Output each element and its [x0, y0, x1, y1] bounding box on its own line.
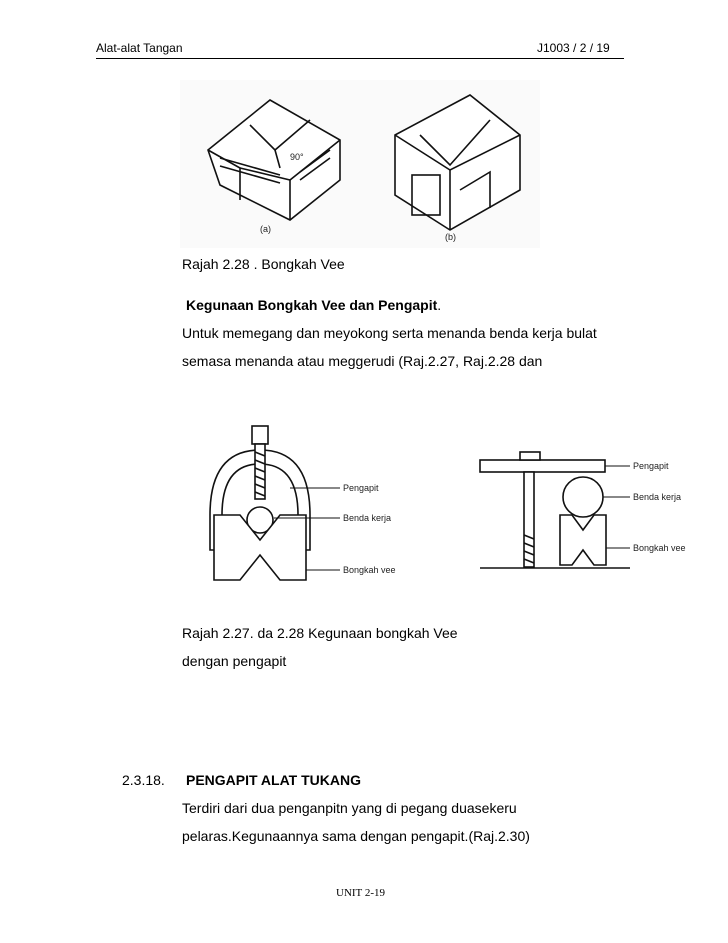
header-title: Alat-alat Tangan	[96, 41, 183, 55]
figure1-caption: Rajah 2.28 . Bongkah Vee	[182, 256, 345, 272]
clamp-figure-right	[480, 440, 700, 590]
section-use-line-2: semasa menanda atau meggerudi (Raj.2.27, Raj.2.28 dan	[182, 353, 543, 369]
left-label-pengapit: Pengapit	[343, 483, 379, 493]
right-label-pengapit: Pengapit	[633, 461, 669, 471]
section-use-heading-period: .	[437, 297, 442, 313]
section-use-heading-text: Kegunaan Bongkah Vee dan Pengapit	[186, 297, 438, 313]
label-b: (b)	[445, 232, 456, 242]
left-label-bongkah-vee: Bongkah vee	[343, 565, 396, 575]
header-divider	[96, 58, 624, 59]
header-reference: J1003 / 2 / 19	[537, 41, 610, 55]
section-use-heading	[186, 297, 441, 313]
right-label-benda-kerja: Benda kerja	[633, 492, 682, 502]
figure2-caption-line-2: dengan pengapit	[182, 653, 287, 669]
section-clamp-line-2: pelaras.Kegunaannya sama dengan pengapit.(Raj.2.30)	[182, 828, 530, 844]
clamp-figure-left	[180, 420, 440, 595]
label-a: (a)	[260, 224, 271, 234]
angle-90-label: 90°	[290, 152, 304, 162]
left-label-benda-kerja: Benda kerja	[343, 513, 392, 523]
right-label-bongkah-vee: Bongkah vee	[633, 543, 686, 553]
section-clamp-line-1: Terdiri dari dua penganpitn yang di pegang duasekeru	[182, 800, 517, 816]
figure2-caption-line-1: Rajah 2.27. da 2.28 Kegunaan bongkah Vee	[182, 625, 458, 641]
page-footer: UNIT 2-19	[336, 887, 385, 899]
section-clamp-number: 2.3.18.	[122, 772, 165, 788]
section-clamp-heading: PENGAPIT ALAT TUKANG	[186, 772, 361, 788]
section-use-line-1: Untuk memegang dan meyokong serta menanda benda kerja bulat	[182, 325, 597, 341]
vee-block-figure	[180, 80, 540, 248]
